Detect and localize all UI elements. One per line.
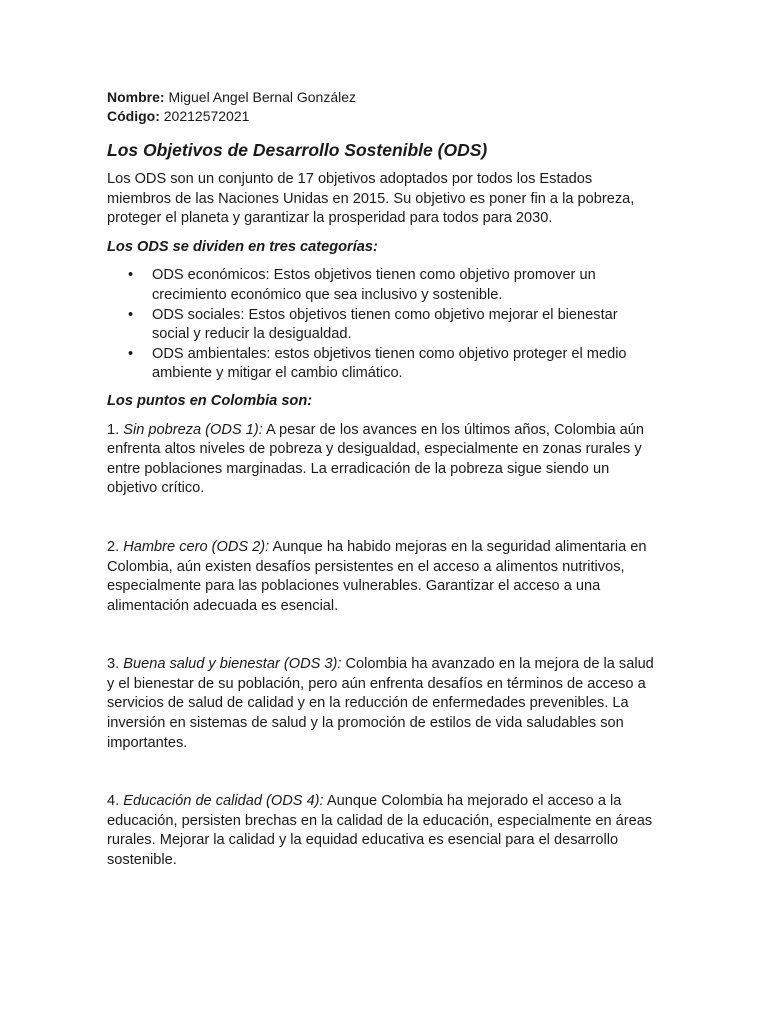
point-text: A pesar de los avances en los últimos años, Colombia aún enfrenta altos niveles de pobreza y desigualdad, especialmente en zonas rurales y entre poblaciones marginadas. La erradicación de la pobreza sigue siendo un objetivo crítico.: [107, 421, 645, 497]
point-number: 1.: [107, 421, 120, 438]
point-paragraph-3: [107, 655, 657, 753]
point-number: 4.: [107, 793, 120, 810]
code-label: Código:: [107, 108, 160, 124]
category-text: ODS ambientales: estos objetivos tienen como objetivo proteger el medio ambiente y mitigar el cambio climático.: [152, 345, 627, 382]
list-item: [107, 266, 657, 305]
categories-heading: Los ODS se dividen en tres categorías:: [107, 238, 378, 255]
name-label: Nombre:: [107, 89, 165, 105]
point-paragraph-1: [107, 421, 657, 499]
point-title: Educación de calidad (ODS 4):: [123, 793, 324, 810]
bullet-icon: •: [128, 306, 134, 323]
document-title: Los Objetivos de Desarrollo Sostenible (ODS): [107, 140, 488, 160]
point-title: Sin pobreza (ODS 1):: [123, 421, 263, 438]
point-text: Colombia ha avanzado en la mejora de la salud y el bienestar de su población, pero aún enfrenta desafíos en términos de acceso a servicios de salud de calidad y en la reducción de enfermedades prevenibles. La inversión en sistemas de salud y la promoción de estilos de vida saludables son importantes.: [107, 656, 654, 751]
categories-list: [107, 266, 657, 384]
list-item: [107, 306, 657, 345]
code-line: [107, 107, 657, 126]
category-text: ODS sociales: Estos objetivos tienen como objetivo mejorar el bienestar social y reducir la desigualdad.: [152, 306, 618, 343]
list-item: [107, 345, 657, 384]
name-value: Miguel Angel Bernal González: [168, 89, 357, 105]
bullet-icon: •: [128, 345, 134, 362]
point-number: 3.: [107, 656, 120, 673]
code-value: 20212572021: [163, 108, 250, 124]
name-line: [107, 88, 657, 107]
category-text: ODS económicos: Estos objetivos tienen como objetivo promover un crecimiento económico que sea inclusivo y sostenible.: [152, 267, 596, 303]
point-text: Aunque ha habido mejoras en la seguridad alimentaria en Colombia, aún existen desafíos persistentes en el acceso a alimentos nutritivos, especialmente para las poblaciones vulnerables. Garantizar el acceso a una alimentación adecuada es esencial.: [107, 538, 647, 614]
point-paragraph-2: [107, 538, 657, 616]
point-text: Aunque Colombia ha mejorado el acceso a la educación, persisten brechas en la calidad de la educación, especialmente en áreas rurales. Mejorar la calidad y la equidad educativa es esencial para el desarrollo sostenible.: [107, 793, 653, 869]
colombia-heading: Los puntos en Colombia son:: [107, 392, 313, 409]
point-number: 2.: [107, 538, 120, 555]
point-title: Buena salud y bienestar (ODS 3):: [123, 656, 342, 673]
document-page: [107, 88, 657, 871]
bullet-icon: •: [128, 267, 134, 284]
point-paragraph-4: [107, 792, 657, 870]
point-title: Hambre cero (ODS 2):: [123, 538, 270, 555]
intro-paragraph: Los ODS son un conjunto de 17 objetivos adoptados por todos los Estados miembros de las Naciones Unidas en 2015. Su objetivo es poner fin a la pobreza, proteger el planeta y garantizar la prosperidad para todos para 2030.: [107, 171, 635, 227]
